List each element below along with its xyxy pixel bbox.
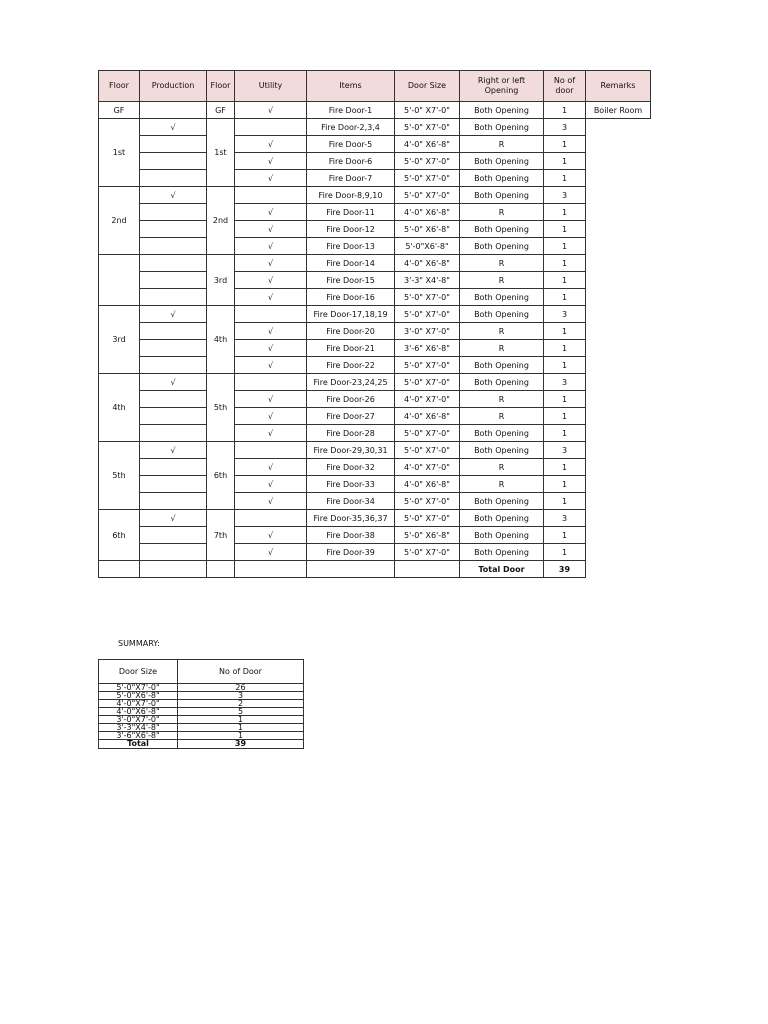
opening-cell: Both Opening bbox=[460, 425, 544, 442]
item-cell: Fire Door-17,18,19 bbox=[307, 306, 395, 323]
door-count-cell: 1 bbox=[544, 221, 586, 238]
door-count-cell: 1 bbox=[544, 102, 586, 119]
utility-check-cell: √ bbox=[235, 323, 307, 340]
door-size-cell: 5'-0" X7'-0" bbox=[395, 374, 460, 391]
summary-size-cell: 4'-0"X6'-8" bbox=[99, 708, 178, 716]
summary-total-label: Total bbox=[99, 740, 178, 749]
item-cell: Fire Door-23,24,25 bbox=[307, 374, 395, 391]
production-check-cell bbox=[140, 255, 207, 272]
production-check-cell bbox=[140, 408, 207, 425]
door-count-cell: 1 bbox=[544, 493, 586, 510]
item-cell: Fire Door-28 bbox=[307, 425, 395, 442]
opening-cell: Both Opening bbox=[460, 493, 544, 510]
production-check-cell bbox=[140, 136, 207, 153]
summary-col-no-of-door: No of Door bbox=[178, 660, 304, 684]
opening-cell: Both Opening bbox=[460, 238, 544, 255]
production-check-cell bbox=[140, 102, 207, 119]
col-floor-utility: Floor bbox=[207, 71, 235, 102]
table-row bbox=[99, 221, 651, 238]
table-row bbox=[99, 323, 651, 340]
table-row bbox=[99, 408, 651, 425]
door-size-cell: 5'-0" X7'-0" bbox=[395, 442, 460, 459]
opening-cell: Both Opening bbox=[460, 510, 544, 527]
door-size-cell: 5'-0" X7'-0" bbox=[395, 493, 460, 510]
item-cell: Fire Door-12 bbox=[307, 221, 395, 238]
door-count-cell: 1 bbox=[544, 357, 586, 374]
opening-cell: Both Opening bbox=[460, 170, 544, 187]
table-row bbox=[99, 493, 651, 510]
opening-cell: Both Opening bbox=[460, 544, 544, 561]
utility-check-cell: √ bbox=[235, 357, 307, 374]
utility-check-cell: √ bbox=[235, 153, 307, 170]
utility-floor-cell: GF bbox=[207, 102, 235, 119]
door-size-cell: 5'-0" X7'-0" bbox=[395, 306, 460, 323]
item-cell: Fire Door-34 bbox=[307, 493, 395, 510]
table-row bbox=[99, 204, 651, 221]
opening-cell: Both Opening bbox=[460, 374, 544, 391]
opening-cell: Both Opening bbox=[460, 306, 544, 323]
opening-cell: R bbox=[460, 391, 544, 408]
production-check-cell bbox=[140, 272, 207, 289]
summary-col-door-size: Door Size bbox=[99, 660, 178, 684]
total-door-value: 39 bbox=[544, 561, 586, 578]
total-row bbox=[99, 561, 651, 578]
table-row bbox=[99, 306, 651, 323]
production-check-cell bbox=[140, 527, 207, 544]
empty-cell bbox=[235, 561, 307, 578]
item-cell: Fire Door-39 bbox=[307, 544, 395, 561]
production-check-cell bbox=[140, 170, 207, 187]
production-check-cell bbox=[140, 153, 207, 170]
production-check-cell bbox=[140, 221, 207, 238]
item-cell: Fire Door-8,9,10 bbox=[307, 187, 395, 204]
door-size-cell: 5'-0" X7'-0" bbox=[395, 544, 460, 561]
opening-cell: Both Opening bbox=[460, 527, 544, 544]
utility-check-cell: √ bbox=[235, 544, 307, 561]
opening-cell: Both Opening bbox=[460, 442, 544, 459]
utility-check-cell: √ bbox=[235, 170, 307, 187]
item-cell: Fire Door-20 bbox=[307, 323, 395, 340]
opening-cell: R bbox=[460, 272, 544, 289]
item-cell: Fire Door-33 bbox=[307, 476, 395, 493]
summary-count-cell: 1 bbox=[178, 716, 304, 724]
door-count-cell: 1 bbox=[544, 391, 586, 408]
utility-check-cell: √ bbox=[235, 459, 307, 476]
production-check-cell bbox=[140, 204, 207, 221]
door-count-cell: 1 bbox=[544, 527, 586, 544]
door-size-cell: 3'-0" X7'-0" bbox=[395, 323, 460, 340]
summary-body bbox=[99, 684, 304, 749]
door-size-cell: 5'-0" X7'-0" bbox=[395, 170, 460, 187]
header-row bbox=[99, 71, 651, 102]
door-count-cell: 1 bbox=[544, 136, 586, 153]
table-row bbox=[99, 442, 651, 459]
table-row bbox=[99, 187, 651, 204]
summary-count-cell: 5 bbox=[178, 708, 304, 716]
utility-check-cell: √ bbox=[235, 408, 307, 425]
production-floor-cell: 6th bbox=[99, 510, 140, 561]
table-row bbox=[99, 527, 651, 544]
door-size-cell: 4'-0" X7'-0" bbox=[395, 391, 460, 408]
door-size-cell: 4'-0" X7'-0" bbox=[395, 459, 460, 476]
opening-cell: R bbox=[460, 255, 544, 272]
door-size-cell: 4'-0" X6'-8" bbox=[395, 136, 460, 153]
table-row bbox=[99, 544, 651, 561]
utility-check-cell: √ bbox=[235, 340, 307, 357]
utility-check-cell: √ bbox=[235, 136, 307, 153]
summary-size-cell: 3'-6"X6'-8" bbox=[99, 732, 178, 740]
opening-cell: R bbox=[460, 340, 544, 357]
door-size-cell: 5'-0" X7'-0" bbox=[395, 510, 460, 527]
fire-door-table bbox=[98, 70, 651, 578]
production-floor-cell: 1st bbox=[99, 119, 140, 187]
item-cell: Fire Door-22 bbox=[307, 357, 395, 374]
item-cell: Fire Door-5 bbox=[307, 136, 395, 153]
table-row bbox=[99, 102, 651, 119]
door-size-cell: 5'-0" X7'-0" bbox=[395, 119, 460, 136]
table-row bbox=[99, 289, 651, 306]
summary-table bbox=[98, 659, 304, 749]
door-count-cell: 1 bbox=[544, 476, 586, 493]
empty-cell bbox=[207, 561, 235, 578]
utility-check-cell: √ bbox=[235, 102, 307, 119]
production-check-cell: √ bbox=[140, 187, 207, 204]
table-row bbox=[99, 357, 651, 374]
summary-total-value: 39 bbox=[178, 740, 304, 749]
summary-size-cell: 3'-3"X4'-8" bbox=[99, 724, 178, 732]
opening-cell: R bbox=[460, 476, 544, 493]
utility-floor-cell: 3rd bbox=[207, 255, 235, 306]
production-check-cell bbox=[140, 357, 207, 374]
empty-cell bbox=[140, 561, 207, 578]
table-body bbox=[99, 102, 651, 578]
col-utility: Utility bbox=[235, 71, 307, 102]
item-cell: Fire Door-32 bbox=[307, 459, 395, 476]
table-row bbox=[99, 255, 651, 272]
door-count-cell: 1 bbox=[544, 289, 586, 306]
production-floor-cell: 4th bbox=[99, 374, 140, 442]
total-door-label: Total Door bbox=[460, 561, 544, 578]
col-door-size: Door Size bbox=[395, 71, 460, 102]
door-size-cell: 5'-0"X6'-8" bbox=[395, 238, 460, 255]
summary-count-cell: 3 bbox=[178, 692, 304, 700]
item-cell: Fire Door-38 bbox=[307, 527, 395, 544]
utility-check-cell bbox=[235, 442, 307, 459]
table-row bbox=[99, 170, 651, 187]
remarks-cell: Boiler Room bbox=[586, 102, 651, 119]
utility-check-cell bbox=[235, 510, 307, 527]
opening-cell: Both Opening bbox=[460, 119, 544, 136]
utility-check-cell bbox=[235, 119, 307, 136]
door-size-cell: 5'-0" X7'-0" bbox=[395, 289, 460, 306]
door-size-cell: 4'-0" X6'-8" bbox=[395, 255, 460, 272]
production-check-cell bbox=[140, 391, 207, 408]
door-size-cell: 3'-6" X6'-8" bbox=[395, 340, 460, 357]
opening-cell: Both Opening bbox=[460, 221, 544, 238]
production-floor-cell: GF bbox=[99, 102, 140, 119]
production-check-cell bbox=[140, 493, 207, 510]
production-check-cell bbox=[140, 238, 207, 255]
production-check-cell bbox=[140, 323, 207, 340]
door-size-cell: 5'-0" X6'-8" bbox=[395, 527, 460, 544]
col-remarks: Remarks bbox=[586, 71, 651, 102]
summary-count-cell: 2 bbox=[178, 700, 304, 708]
utility-floor-cell: 4th bbox=[207, 306, 235, 374]
door-size-cell: 4'-0" X6'-8" bbox=[395, 204, 460, 221]
utility-floor-cell: 5th bbox=[207, 374, 235, 442]
utility-check-cell: √ bbox=[235, 391, 307, 408]
utility-check-cell: √ bbox=[235, 493, 307, 510]
opening-cell: Both Opening bbox=[460, 289, 544, 306]
production-check-cell: √ bbox=[140, 510, 207, 527]
utility-check-cell: √ bbox=[235, 425, 307, 442]
door-count-cell: 1 bbox=[544, 340, 586, 357]
production-floor-cell: 5th bbox=[99, 442, 140, 510]
summary-count-cell: 1 bbox=[178, 732, 304, 740]
door-count-cell: 1 bbox=[544, 272, 586, 289]
door-count-cell: 1 bbox=[544, 153, 586, 170]
col-floor-production: Floor bbox=[99, 71, 140, 102]
col-items: Items bbox=[307, 71, 395, 102]
door-count-cell: 3 bbox=[544, 187, 586, 204]
item-cell: Fire Door-14 bbox=[307, 255, 395, 272]
door-size-cell: 5'-0" X7'-0" bbox=[395, 102, 460, 119]
production-check-cell: √ bbox=[140, 442, 207, 459]
door-count-cell: 1 bbox=[544, 408, 586, 425]
utility-check-cell: √ bbox=[235, 476, 307, 493]
opening-cell: R bbox=[460, 408, 544, 425]
utility-check-cell: √ bbox=[235, 221, 307, 238]
item-cell: Fire Door-11 bbox=[307, 204, 395, 221]
table-row bbox=[99, 153, 651, 170]
production-check-cell: √ bbox=[140, 374, 207, 391]
table-row bbox=[99, 374, 651, 391]
door-size-cell: 4'-0" X6'-8" bbox=[395, 408, 460, 425]
door-size-cell: 5'-0" X7'-0" bbox=[395, 187, 460, 204]
item-cell: Fire Door-2,3,4 bbox=[307, 119, 395, 136]
door-size-cell: 5'-0" X7'-0" bbox=[395, 425, 460, 442]
utility-floor-cell: 7th bbox=[207, 510, 235, 561]
door-size-cell: 4'-0" X6'-8" bbox=[395, 476, 460, 493]
empty-cell bbox=[395, 561, 460, 578]
utility-check-cell: √ bbox=[235, 255, 307, 272]
opening-cell: R bbox=[460, 459, 544, 476]
door-count-cell: 1 bbox=[544, 323, 586, 340]
opening-cell: R bbox=[460, 323, 544, 340]
item-cell: Fire Door-29,30,31 bbox=[307, 442, 395, 459]
production-check-cell bbox=[140, 340, 207, 357]
door-count-cell: 3 bbox=[544, 306, 586, 323]
utility-check-cell: √ bbox=[235, 238, 307, 255]
item-cell: Fire Door-21 bbox=[307, 340, 395, 357]
utility-check-cell: √ bbox=[235, 527, 307, 544]
summary-size-cell: 3'-0"X7'-0" bbox=[99, 716, 178, 724]
table-row bbox=[99, 425, 651, 442]
summary-size-cell: 5'-0"X6'-8" bbox=[99, 692, 178, 700]
production-floor-cell: 2nd bbox=[99, 187, 140, 255]
opening-cell: R bbox=[460, 204, 544, 221]
table-row bbox=[99, 391, 651, 408]
door-count-cell: 1 bbox=[544, 544, 586, 561]
door-count-cell: 1 bbox=[544, 425, 586, 442]
empty-cell bbox=[99, 561, 140, 578]
production-check-cell bbox=[140, 425, 207, 442]
door-count-cell: 1 bbox=[544, 204, 586, 221]
summary-size-cell: 5'-0"X7'-0" bbox=[99, 684, 178, 692]
production-check-cell: √ bbox=[140, 306, 207, 323]
opening-cell: Both Opening bbox=[460, 357, 544, 374]
production-check-cell bbox=[140, 289, 207, 306]
utility-floor-cell: 1st bbox=[207, 119, 235, 187]
production-check-cell bbox=[140, 544, 207, 561]
production-check-cell bbox=[140, 476, 207, 493]
door-count-cell: 1 bbox=[544, 255, 586, 272]
door-count-cell: 1 bbox=[544, 459, 586, 476]
opening-cell: Both Opening bbox=[460, 187, 544, 204]
opening-cell: R bbox=[460, 136, 544, 153]
table-row bbox=[99, 272, 651, 289]
summary-total-row bbox=[99, 740, 304, 749]
item-cell: Fire Door-35,36,37 bbox=[307, 510, 395, 527]
item-cell: Fire Door-1 bbox=[307, 102, 395, 119]
door-size-cell: 3'-3" X4'-8" bbox=[395, 272, 460, 289]
item-cell: Fire Door-16 bbox=[307, 289, 395, 306]
opening-cell: Both Opening bbox=[460, 102, 544, 119]
door-count-cell: 3 bbox=[544, 510, 586, 527]
item-cell: Fire Door-6 bbox=[307, 153, 395, 170]
summary-count-cell: 26 bbox=[178, 684, 304, 692]
utility-check-cell: √ bbox=[235, 289, 307, 306]
production-floor-cell: 3rd bbox=[99, 306, 140, 374]
production-check-cell: √ bbox=[140, 119, 207, 136]
door-count-cell: 1 bbox=[544, 170, 586, 187]
summary-header-row bbox=[99, 660, 304, 684]
utility-check-cell: √ bbox=[235, 204, 307, 221]
item-cell: Fire Door-26 bbox=[307, 391, 395, 408]
utility-check-cell bbox=[235, 187, 307, 204]
table-row bbox=[99, 238, 651, 255]
table-row bbox=[99, 136, 651, 153]
utility-floor-cell: 6th bbox=[207, 442, 235, 510]
door-count-cell: 3 bbox=[544, 442, 586, 459]
door-size-cell: 5'-0" X7'-0" bbox=[395, 357, 460, 374]
utility-check-cell bbox=[235, 306, 307, 323]
empty-cell bbox=[307, 561, 395, 578]
col-production: Production bbox=[140, 71, 207, 102]
table-row bbox=[99, 340, 651, 357]
utility-floor-cell: 2nd bbox=[207, 187, 235, 255]
summary-label: SUMMARY: bbox=[118, 639, 160, 648]
door-count-cell: 3 bbox=[544, 374, 586, 391]
production-floor-cell bbox=[99, 255, 140, 306]
table-row bbox=[99, 476, 651, 493]
production-check-cell bbox=[140, 459, 207, 476]
table-row bbox=[99, 510, 651, 527]
utility-check-cell bbox=[235, 374, 307, 391]
door-count-cell: 1 bbox=[544, 238, 586, 255]
item-cell: Fire Door-27 bbox=[307, 408, 395, 425]
table-row bbox=[99, 459, 651, 476]
table-row bbox=[99, 119, 651, 136]
door-count-cell: 3 bbox=[544, 119, 586, 136]
item-cell: Fire Door-15 bbox=[307, 272, 395, 289]
item-cell: Fire Door-13 bbox=[307, 238, 395, 255]
col-no-of-door: No of door bbox=[544, 71, 586, 102]
door-size-cell: 5'-0" X6'-8" bbox=[395, 221, 460, 238]
utility-check-cell: √ bbox=[235, 272, 307, 289]
opening-cell: Both Opening bbox=[460, 153, 544, 170]
summary-count-cell: 1 bbox=[178, 724, 304, 732]
item-cell: Fire Door-7 bbox=[307, 170, 395, 187]
summary-size-cell: 4'-0"X7'-0" bbox=[99, 700, 178, 708]
col-opening: Right or left Opening bbox=[460, 71, 544, 102]
door-size-cell: 5'-0" X7'-0" bbox=[395, 153, 460, 170]
